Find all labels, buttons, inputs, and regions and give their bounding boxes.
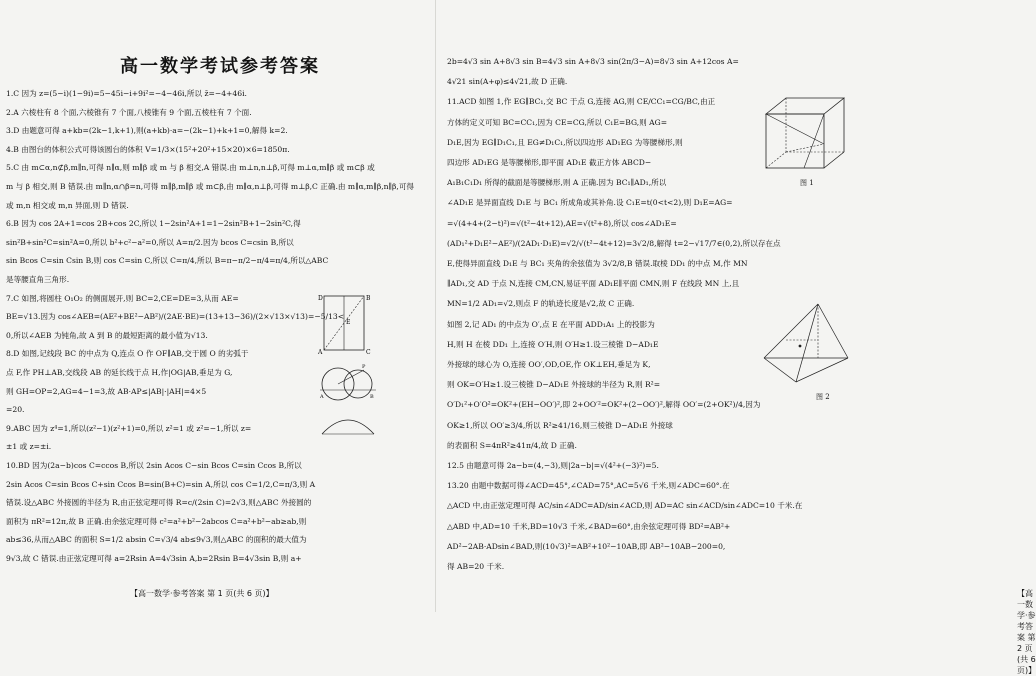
answer-line: 得 AB=20 千米. [447,562,505,571]
svg-text:A: A [318,349,323,356]
cylinder-unfold-figure [318,292,376,356]
circle-figure [318,360,378,408]
answer-line: AD²−2AB·ADsin∠BAD,则(10√3)²=AB²+10²−10AB,即 AB²−10AB−200=0, [447,541,726,551]
answer-line: 外接球的球心为 O,连接 OO′,OD,OE,作 OK⊥EH,垂足为 K, [447,360,651,369]
answer-line: 4.B 由图台的体积公式可得该圆台的体积 V=1/3×(15²+20²+15×20)×6=1850π. [6,144,290,154]
answer-line: D₁E,因为 EG∥D₁C₁,且 EG≠D₁C₁,所以四边形 AD₁EG 为等腰梯形,则 [447,137,683,147]
answer-line: △ACD 中,由正弦定理可得 AC/sin∠ADC=AD/sin∠ACD,则 AD=AC sin∠ACD/sin∠ADC=10 千米.在 [447,501,803,511]
svg-text:E: E [346,319,351,326]
answer-line: sin²B+sin²C=sin²A=0,所以 b²+c²−a²=0,所以 A=π/2.因为 bcos C=csin B,所以 [6,237,294,247]
answer-line: 点 F,作 PH⊥AB,交线段 AB 的延长线于点 H,作|OG|AB,垂足为 G, [6,368,233,377]
answer-line: 如图 2,记 AD₁ 的中点为 O′,点 E 在平面 ADD₁A₁ 上的投影为 [447,319,655,329]
figure-2-label: 图 2 [816,393,830,401]
answer-line: ∠AD₁E 是异面直线 D₁E 与 BC₁ 所成角或其补角.设 C₁E=t(0<t<2),则 D₁E=AG= [447,198,733,208]
answer-line: 2.A 六棱柱有 8 个面,六棱锥有 7 个面,八棱锥有 9 个面,五棱柱有 7 个面. [6,107,252,117]
answer-line: 7.C 如图,将圆柱 O₁O₂ 的侧面展开,则 BC=2,CE=DE=3,从而 AE= [6,293,239,303]
cube-figure [760,92,852,187]
left-footer: 【高一数学·参考答案 第 1 页(共 6 页)】 [130,589,274,598]
answer-line: 1.C 因为 z=(5−i)(1−9i)=5−45i−i+9i²=−4−46i,所以 z̄=−4+46i. [6,89,247,98]
answer-line: MN=1/2 AD₁=√2,则点 F 的轨迹长度是√2,故 C 正确. [447,299,635,309]
answer-line: 则 OK=O′H≥1.设三棱锥 D−AD₁E 外接球的半径为 R,则 R²= [447,380,661,390]
answer-line: E,使得异面直线 D₁E 与 BC₁ 夹角的余弦值为 3√2/8,B 错误.取棱 DD₁ 的中点 M,作 MN [447,259,748,268]
answer-line: 4√21 sin(A+φ)≤4√21,故 D 正确. [447,77,568,87]
answer-line: 3.D 由题意可得 a+kb=(2k−1,k+1),则(a+kb)·a=−(2k−1)+k+1=0,解得 k=2. [6,126,288,136]
answer-line: m 与 β 相交,则 B 错误.由 m∥n,α∩β=n,可得 m∥β,m∥β 或 m⊂β,由 m∥α,n⊥β,可得 m⊥β,C 正确.由 m∥α,m∥β,n∥β,可得 [6,182,415,191]
page-divider [435,0,436,612]
answer-line: ∥AD₁,交 AD 于点 N,连接 CM,CN,易证平面 AD₁E∥平面 CMN,则 F 在线段 MN 上,且 [447,279,740,289]
answer-line: 13.20 由题中数据可得∠ACD=45°,∠CAD=75°,AC=5√6 千米,则∠ADC=60°.在 [447,481,730,491]
answer-line: 0,所以∠AEB 为钝角,故 A 到 B 的最短距离的最小值为√13. [6,330,208,340]
answer-line: H,则 H 在棱 DD₁ 上,连接 O′H,则 O′H≥1.设三棱锥 D−AD₁E [447,339,659,349]
pyramid-figure [756,300,856,401]
figure-1-label: 图 1 [800,179,814,187]
right-page [437,0,1036,675]
svg-text:B: B [370,394,374,400]
answer-line: ab≤36,从而△ABC 的面积 S=1/2 absin C=√3/4 ab≤9√3,则△ABC 的面积的最大值为 [6,535,307,545]
answer-line: 5.C 由 m⊂α,n⊄β,m∥n,可得 n∥α,则 m∥β 或 m 与 β 相交,A 错误.由 m⊥n,n⊥β,可得 m⊥α,m∥β 或 m⊂β 或 [6,163,375,173]
left-page [0,0,435,612]
answer-line: 四边形 AD₁EG 是等腰梯形,即平面 AD₁E 截正方体 ABCD− [447,158,652,167]
right-footer: 【高一数学·参考答案 第 2 页(共 6 页)】 [1017,589,1036,675]
answer-line: 11.ACD 如图 1,作 EG∥BC₁,交 BC 于点 G,连接 AG,则 CE/CC₁=CG/BC,由正 [447,97,716,107]
answer-line: 则 GH=OP=2,AG=4−1=3,故 AB·AP≤|AB|·|AH|=4×5 [6,386,207,396]
svg-text:P: P [362,364,366,370]
answer-line: 10.BD 因为(2a−b)cos C=ccos B,所以 2sin Acos C−sin Bcos C=sin Ccos B,所以 [6,461,302,470]
answer-line: A₁B₁C₁D₁ 所得的截面是等腰梯形,则 A 正确.因为 BC₁∥AD₁,所以 [447,178,667,188]
answer-line: ±1 或 z=±i. [6,442,52,452]
svg-text:A: A [320,394,324,400]
answer-line: =20. [6,405,25,415]
answer-line: 的表面积 S=4πR²≥41π/4,故 D 正确. [447,440,577,450]
triangle-figure [318,412,378,440]
svg-text:B: B [366,295,371,302]
answer-line: BE=√13.因为 cos∠AEB=(AE²+BE²−AB²)/(2AE·BE)=(13+13−36)/(2×√13×√13)=−5/13< [6,312,345,322]
answer-line: =√(4+4+(2−t)²)=√(t²−4t+12),AE=√(t²+8),所以 cos∠AD₁E= [447,218,677,228]
answer-line: 6.B 因为 cos 2A+1=cos 2B+cos 2C,所以 1−2sin²A+1=1−2sin²B+1−2sin²C,得 [6,219,301,229]
svg-text:D: D [318,295,323,302]
svg-text:C: C [366,349,371,356]
answer-line: 或 m,n 相交或 m,n 异面,则 D 错误. [6,200,129,210]
answer-line: 方体的定义可知 BC=CC₁,因为 CE=CG,所以 C₁E=BG,则 AG= [447,117,668,127]
answer-line: 错误.设△ABC 外接圆的半径为 R,由正弦定理可得 R=c/(2sin C)=2√3,则△ABC 外接圆的 [6,498,312,508]
answer-line: (AD₁²+D₁E²−AE²)/(2AD₁·D₁E)=√2/√(t²−4t+12)=3√2/8,解得 t=2−√17/7∈(0,2),所以存在点 [447,238,781,248]
answer-line: sin Bcos C=sin Csin B,则 cos C=sin C,所以 C=π/4,所以 B=π−π/2−π/4=π/4,所以△ABC [6,256,329,266]
answer-line: 2sin Acos C=sin Bcos C+sin Ccos B=sin(B+C)=sin A,所以 cos C=1/2,C=π/3,则 A [6,479,316,489]
answer-line: 8.D 如图,记线段 BC 的中点为 Q,连点 O 作 OF∥AB,交于圆 O 的劣弧于 [6,349,249,359]
answer-line: 9√3,故 C 错误.由正弦定理可得 a=2Rsin A=4√3sin A,b=2Rsin B=4√3sin B,则 a+ [6,554,302,563]
answer-line: 12.5 由题意可得 2a−b=(4,−3),则|2a−b|=√(4²+(−3)²)=5. [447,461,659,470]
answer-line: OK≥1,所以 OO′≥3/4,所以 R²≥41/16,则三棱锥 D−AD₁E 外接球 [447,420,673,430]
answer-line: 是等腰直角三角形. [6,275,70,284]
page-title: 高一数学考试参考答案 [120,56,320,77]
answer-line: 面积为 πR²=12π,故 B 正确.由余弦定理可得 c²=a²+b²−2abcos C=a²+b²−ab≥ab,则 [6,516,307,526]
answer-line: 9.ABC 因为 z⁴=1,所以(z²−1)(z²+1)=0,所以 z²=1 或 z²=−1,所以 z= [6,423,252,433]
answer-line: O′D₁²+O′O²=OK²+(EH−OO′)²,即 2+OO′²=OK²+(2−OO′)²,解得 OO′=(2+OK²)/4,因为 [447,400,761,410]
answer-line: △ABD 中,AD=10 千米,BD=10√3 千米,∠BAD=60°,由余弦定理可得 BD²=AB²+ [447,521,731,531]
answer-line: 2b=4√3 sin A+8√3 sin B=4√3 sin A+8√3 sin(2π/3−A)=8√3 sin A+12cos A= [447,57,739,66]
